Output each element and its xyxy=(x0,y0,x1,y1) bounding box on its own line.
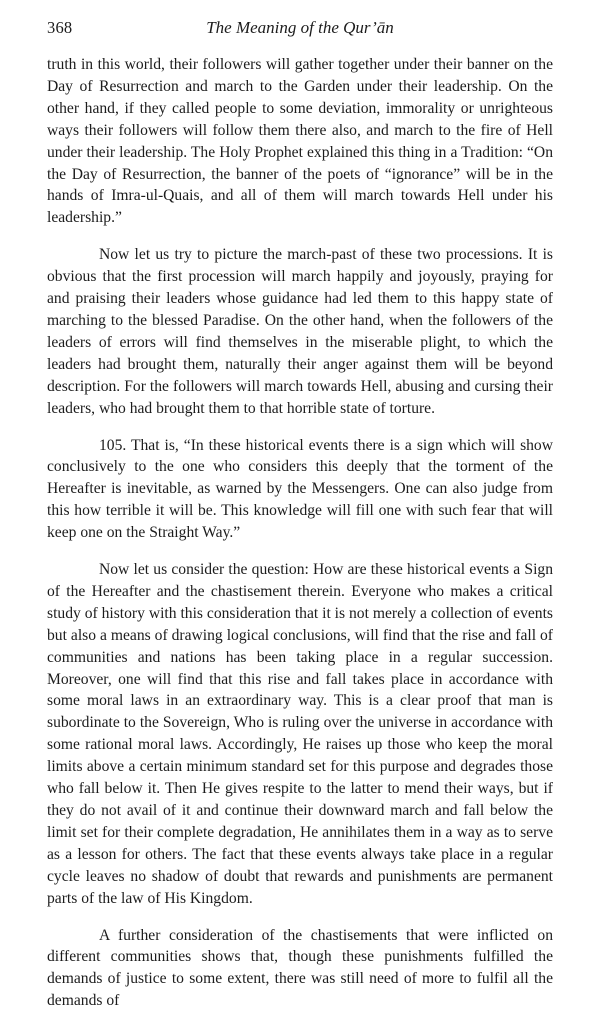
paragraph-note-105: 105. That is, “In these historical events there is a sign which will show conclusively to the one who considers this deeply that the torment of the Hereafter is inevitable, as warned by the Messengers. One can also judge from this how terrible it will be. This knowledge will fill one with such fear that will keep one on the Straight Way.” xyxy=(47,436,553,542)
book-page xyxy=(47,16,553,1012)
paragraph-1: truth in this world, their followers will gather together under their banner on the Day of Resurrection and march to the Garden under their leadership. On the other hand, if they called people to some deviation, immorality or unrighteous ways their followers will follow them there also, and march to the fire of Hell under their leadership. The Holy Prophet explained this thing in a Tradition: “On the Day of Resurrection, the banner of the poets of “ignorance” will be in the hands of Imra-ul-Quais, and all of them will march towards Hell under his leadership.” xyxy=(47,56,553,227)
paragraph-5: A further consideration of the chastisements that were inflicted on different communities shows that, though these punishments fulfilled the demands of justice to some extent, there was still need of more to fulfil all the demands of xyxy=(47,926,553,1010)
page-number: 368 xyxy=(47,18,73,37)
paragraph-2: Now let us try to picture the march-past of these two processions. It is obvious that the first procession will march happily and joyously, praying for and praising their leaders whose guidance had led them to this happy state of marching to the blessed Paradise. On the other hand, when the followers of the leaders of errors will find themselves in the miserable plight, to which the leaders had brought them, naturally their anger against them will be beyond description. For the followers will march towards Hell, abusing and cursing their leaders, who had brought them to that horrible state of torture. xyxy=(47,246,553,417)
running-header xyxy=(47,16,553,40)
book-title: The Meaning of the Qur’ān xyxy=(206,18,394,37)
paragraph-4: Now let us consider the question: How are these historical events a Sign of the Hereafter and the chastisement therein. Everyone who makes a critical study of history with this consideration that it is not merely a collection of events but also a means of drawing logical conclusions, will find that the rise and fall of communities and nations has been taking place in a regular succession. Moreover, one will find that this rise and fall takes place in accordance with some moral laws in an extraordinary way. This is a clear proof that man is subordinate to the Sovereign, Who is ruling over the universe in accordance with some rational moral laws. Accordingly, He raises up those who keep the moral limits above a certain minimum standard set for this purpose and degrades those who fall below it. Then He gives respite to the latter to mend their ways, but if they do not avail of it and continue their downward march and fall below the limit set for their complete degradation, He annihilates them in a way as to serve as a lesson for others. The fact that these events always take place in a regular cycle leaves no shadow of doubt that rewards and punishments are permanent parts of the law of His Kingdom. xyxy=(47,561,553,907)
text-body xyxy=(47,54,553,1012)
